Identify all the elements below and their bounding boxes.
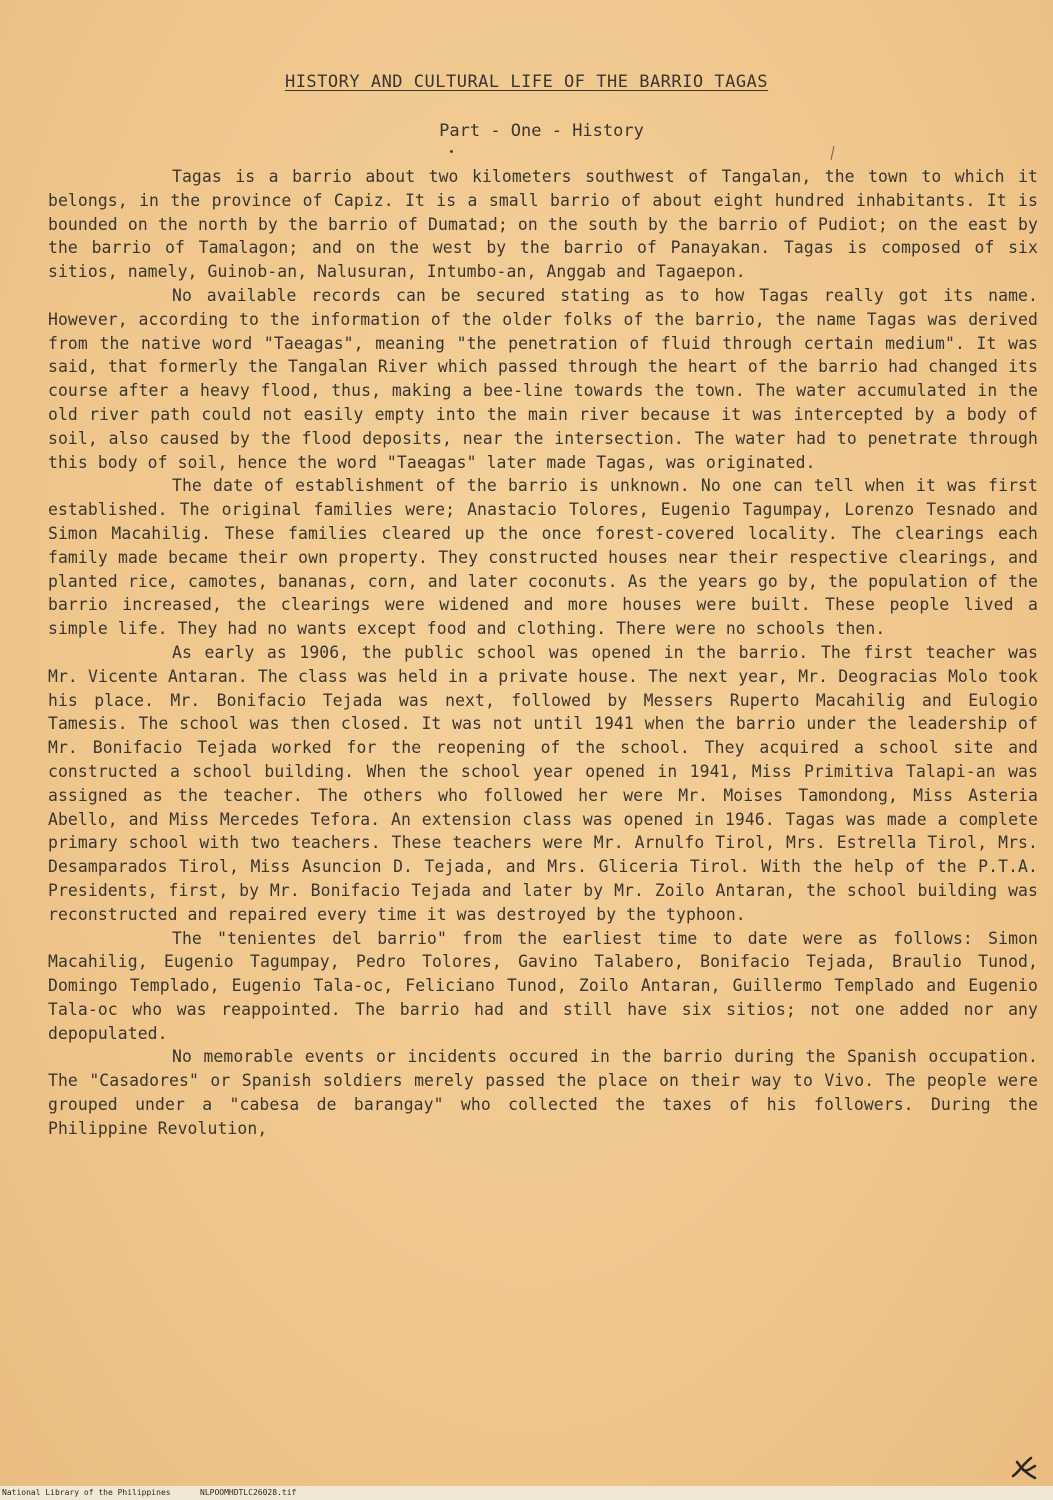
paragraph-tenientes: The "tenientes del barrio" from the earliest time to date were as follows: Simon Macahilig, Eugenio Tagumpay, Pedro Tolores, Gavino Talabero, Bonifacio Tejada, Braulio Tunod, Domingo Templado, Eugenio Tala-oc, Feliciano Tunod, Zoilo Antaran, Guillermo Templado and Eugenio Tala-oc who was reappointed. The barrio had and still have six sitios; not one added nor any depopulated.: [48, 928, 1038, 1043]
section-heading: Part - One - History: [439, 121, 644, 141]
handwritten-mark-icon: [1009, 1454, 1039, 1482]
paragraph-location: Tagas is a barrio about two kilometers southwest of Tangalan, the town to which it belongs, in the province of Capiz. It is a small barrio of about eight hundred inhabitants. It is bounded on the north by the barrio of Dumatad; on the south by the barrio of Pudiot; on the east by the barrio of Tamalagon; and on the west by the barrio of Panayakan. Tagas is composed of six sitios, namely, Guinob-an, Nalusuran, Intumbo-an, Anggab and Tagaepon.: [48, 167, 1038, 282]
body-text: [48, 165, 1038, 1141]
scan-footer: [0, 1486, 1053, 1500]
paragraph-school: As early as 1906, the public school was opened in the barrio. The first teacher was Mr. Vicente Antaran. The class was held in a private house. The next year, Mr. Deogracias Molo took his place. Mr. Bonifacio Tejada was next, followed by Messers Ruperto Macahilig and Eulogio Tamesis. The school was then closed. It was not until 1941 when the barrio under the leadership of Mr. Bonifacio Tejada worked for the reopening of the school. They acquired a school site and constructed a school building. When the school year opened in 1941, Miss Primitiva Talapi-an was assigned as the teacher. The others who followed her were Mr. Moises Tamondong, Miss Asteria Abello, and Miss Mercedes Tefora. An extension class was opened in 1946. Tagas was made a complete primary school with two teachers. These teachers were Mr. Arnulfo Tirol, Mrs. Estrella Tirol, Mrs. Desamparados Tirol, Miss Asuncion D. Tejada, and Mrs. Gliceria Tirol. With the help of the P.T.A. Presidents, first, by Mr. Bonifacio Tejada and later by Mr. Zoilo Antaran, the school building was reconstructed and repaired every time it was destroyed by the typhoon.: [48, 642, 1038, 924]
document-title: HISTORY AND CULTURAL LIFE OF THE BARRIO TAGAS: [284, 72, 769, 92]
paragraph-spanish-occupation: No memorable events or incidents occured in the barrio during the Spanish occupation. The "Casadores" or Spanish soldiers merely passed the place on their way to Vivo. The people were grouped under a "cabesa de barangay" who collected the taxes of his followers. During the Philippine Revolution,: [48, 1047, 1038, 1138]
footer-filename: NLPOOMHDTLC26028.tif: [200, 1488, 297, 1497]
footer-library: National Library of the Philippines: [2, 1488, 171, 1497]
paragraph-establishment: The date of establishment of the barrio is unknown. No one can tell when it was first established. The original families were; Anastacio Tolores, Eugenio Tagumpay, Lorenzo Tesnado and Simon Macahilig. These families cleared up the once forest-covered locality. The clearings each family made became their own property. They constructed houses near their respective clearings, and planted rice, camotes, bananas, corn, and later coconuts. As the years go by, the population of the barrio increased, the clearings were widened and more houses were built. These people lived a simple life. They had no wants except food and clothing. There were no schools then.: [48, 476, 1038, 639]
pencil-tick-mark: [831, 146, 835, 160]
ink-dot-mark: [450, 150, 453, 153]
paragraph-name-origin: No available records can be secured stating as to how Tagas really got its name. However, according to the information of the older folks of the barrio, the name Tagas was derived from the native word "Taeagas", meaning "the penetration of fluid through certain medium". It was said, that formerly the Tangalan River which passed through the heart of the barrio had changed its course after a heavy flood, thus, making a bee-line towards the town. The water accumulated in the old river path could not easily empty into the main river because it was intercepted by a body of soil, also caused by the flood deposits, near the intersection. The water had to penetrate through this body of soil, hence the word "Taeagas" later made Tagas, was originated.: [48, 285, 1038, 472]
